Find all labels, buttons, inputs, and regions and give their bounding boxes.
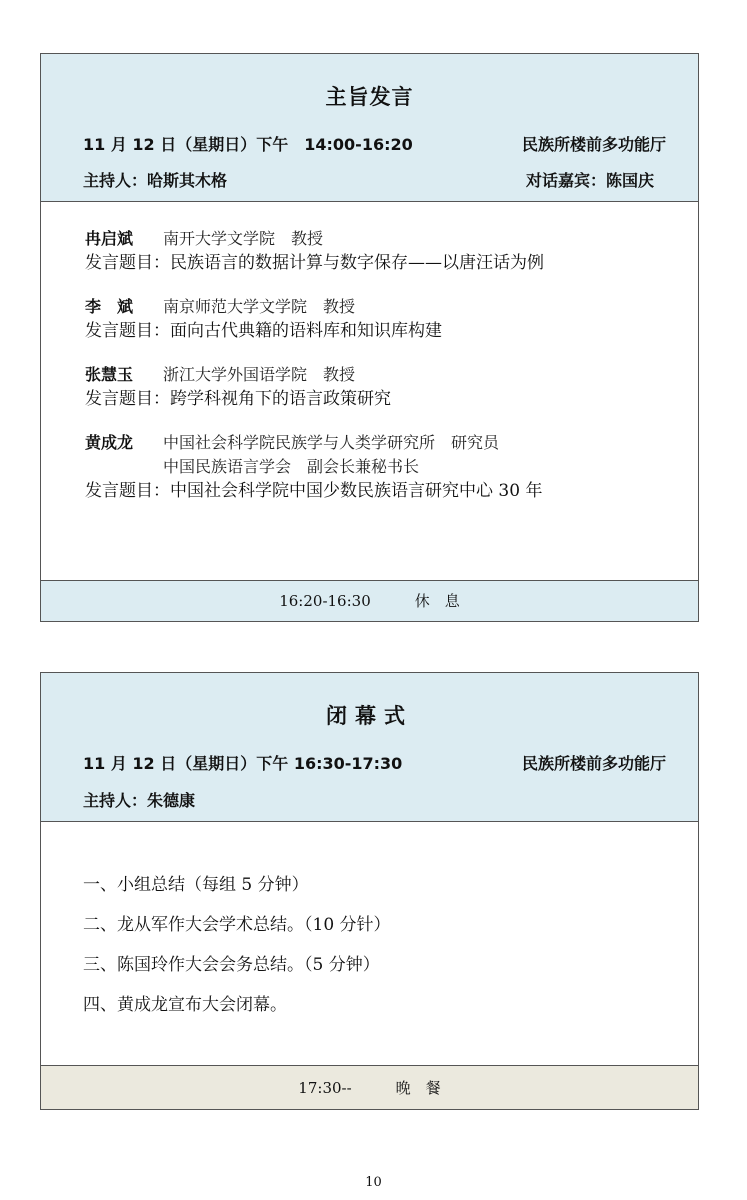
dinner-bar	[41, 1065, 698, 1109]
speaker-affiliation: 南开大学文学院 教授	[163, 229, 324, 248]
closing-venue: 民族所楼前多功能厅	[521, 754, 666, 773]
speaker-name: 冉启斌	[85, 229, 134, 248]
break-label: 休 息	[414, 592, 460, 610]
agenda-item: 三、陈国玲作大会会务总结。（5 分钟）	[83, 955, 380, 975]
agenda-item: 二、龙从军作大会学术总结。（10 分针）	[83, 915, 391, 935]
agenda-item: 一、小组总结（每组 5 分钟）	[83, 875, 309, 895]
speaker-name: 李 斌	[85, 297, 134, 316]
speaker-affiliation-secondary: 中国民族语言学会 副会长兼秘书长	[163, 457, 420, 476]
agenda-item: 四、黄成龙宣布大会闭幕。	[83, 995, 287, 1015]
keynote-time: 11 月 12 日（星期日）下午 14:00-16:20	[83, 135, 413, 154]
dinner-label: 晚 餐	[395, 1079, 441, 1097]
keynote-title: 主旨发言	[325, 85, 414, 109]
page-number: 10	[365, 1175, 382, 1190]
keynote-section	[40, 53, 699, 622]
speaker-list	[85, 227, 688, 523]
break-bar	[41, 580, 698, 621]
closing-header	[41, 673, 698, 822]
speaker-topic: 发言题目：中国社会科学院中国少数民族语言研究中心 30 年	[85, 481, 543, 501]
speaker-entry	[85, 295, 688, 343]
dinner-time: 17:30--	[298, 1079, 352, 1097]
speaker-entry	[85, 363, 688, 411]
speaker-topic: 发言题目：跨学科视角下的语言政策研究	[85, 389, 391, 409]
keynote-guest: 对话嘉宾：陈国庆	[525, 171, 654, 190]
closing-agenda-list	[83, 873, 391, 1033]
speaker-name: 黄成龙	[85, 433, 134, 452]
closing-section	[40, 672, 699, 1110]
break-time: 16:20-16:30	[279, 592, 371, 610]
keynote-venue: 民族所楼前多功能厅	[521, 135, 666, 154]
closing-time: 11 月 12 日（星期日）下午 16:30-17:30	[83, 754, 403, 773]
keynote-header	[41, 54, 698, 202]
speaker-affiliation: 浙江大学外国语学院 教授	[163, 365, 356, 384]
speaker-topic: 发言题目：民族语言的数据计算与数字保存——以唐汪话为例	[85, 253, 544, 273]
speaker-affiliation: 中国社会科学院民族学与人类学研究所 研究员	[163, 433, 500, 452]
speaker-entry	[85, 227, 688, 275]
speaker-affiliation: 南京师范大学文学院 教授	[163, 297, 356, 316]
closing-host: 主持人：朱德康	[83, 791, 196, 810]
speaker-name: 张慧玉	[85, 365, 134, 384]
keynote-host: 主持人：哈斯其木格	[83, 171, 228, 190]
closing-title: 闭幕式	[326, 704, 413, 728]
speaker-topic: 发言题目：面向古代典籍的语料库和知识库构建	[85, 321, 442, 341]
speaker-entry	[85, 431, 688, 503]
